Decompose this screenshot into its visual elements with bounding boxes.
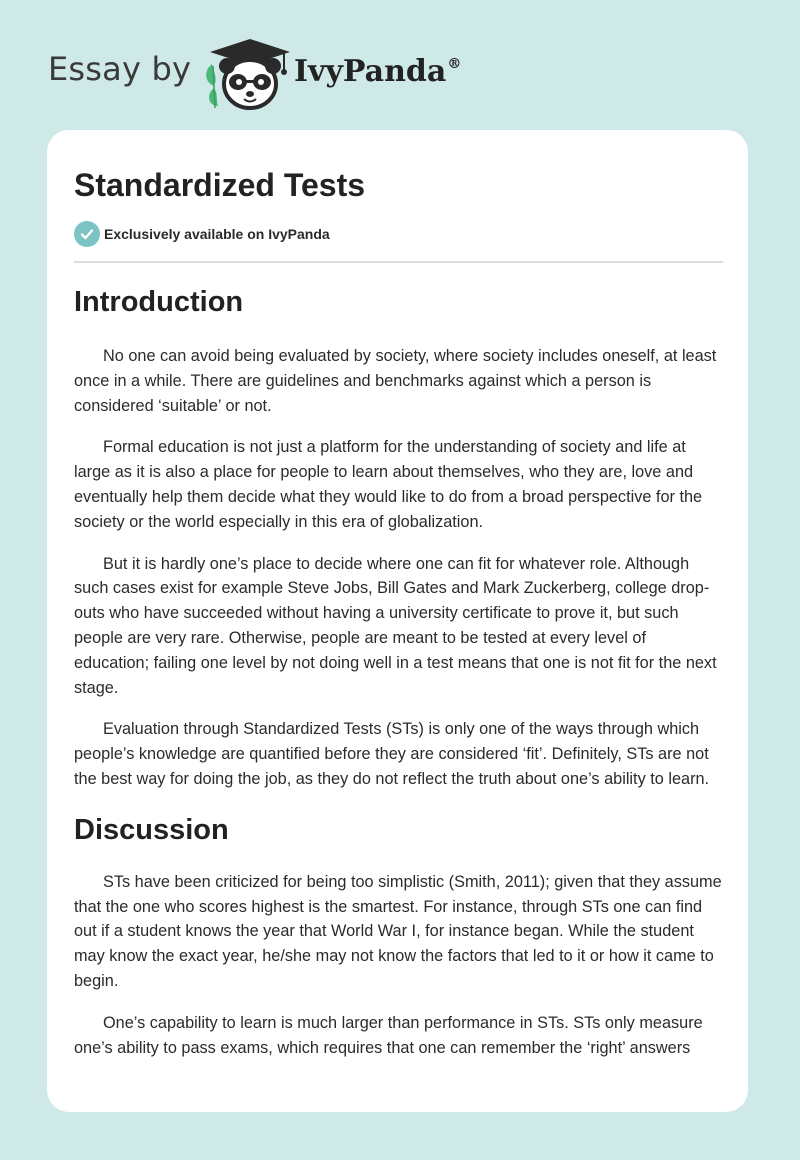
paragraph: But it is hardly one’s place to decide where one can fit for whatever role. Although such cases exist for example Steve Jobs, Bill Gates and Mark Zuckerberg, college drop-outs who have succeeded without having a university certificate to prove it, but such people are very rare. Otherwise, people are meant to be tested at every level of education; failing one level by not doing well in a test means that one is not fit for the next stage.	[74, 554, 717, 697]
paragraph: STs have been criticized for being too simplistic (Smith, 2011); given that they assume that the one who scores highest is the smartest. For instance, through STs one can find out if a student knows the year that World War I, for instance began. While the student may know the exact year, he/she may not know the factors that led to it or how it came to begin.	[74, 872, 722, 990]
paragraph: No one can avoid being evaluated by society, where society includes oneself, at least once in a while. There are guidelines and benchmarks against which a person is considered ‘suitable’ or not.	[74, 347, 717, 415]
registered-mark: ®	[447, 56, 462, 72]
divider	[74, 261, 723, 263]
paragraph: One’s capability to learn is much larger than performance in STs. STs only measure one’s ability to pass exams, which requires that one can remember the ‘right’ answers	[74, 1013, 703, 1057]
essay-card	[47, 130, 748, 1112]
paragraph: Formal education is not just a platform for the understanding of society and life at large as it is also a place for people to learn about themselves, who they are, love and eventually help them decide what they would like to do from a broad perspective for the society or the world especially in this era of globalization.	[74, 438, 703, 531]
brand-name: IvyPanda®	[294, 54, 462, 89]
site-header	[48, 36, 568, 112]
section-heading-introduction: Introduction	[74, 286, 244, 318]
badge-text: Exclusively available on IvyPanda	[104, 226, 330, 242]
page-title: Standardized Tests	[74, 167, 366, 203]
paragraph: Evaluation through Standardized Tests (STs) is only one of the ways through which people’s knowledge are quantified before they are considered ‘fit’. Definitely, STs are not the best way for doing the job, as they do not reflect the truth about one’s ability to learn.	[74, 720, 710, 788]
panda-icon	[200, 36, 300, 112]
ivypanda-logo[interactable]	[200, 36, 300, 112]
exclusive-badge	[74, 221, 330, 247]
essay-body	[74, 280, 723, 1060]
essay-by-label: Essay by	[48, 50, 192, 88]
section-heading-discussion: Discussion	[74, 813, 229, 846]
check-icon	[74, 221, 100, 247]
